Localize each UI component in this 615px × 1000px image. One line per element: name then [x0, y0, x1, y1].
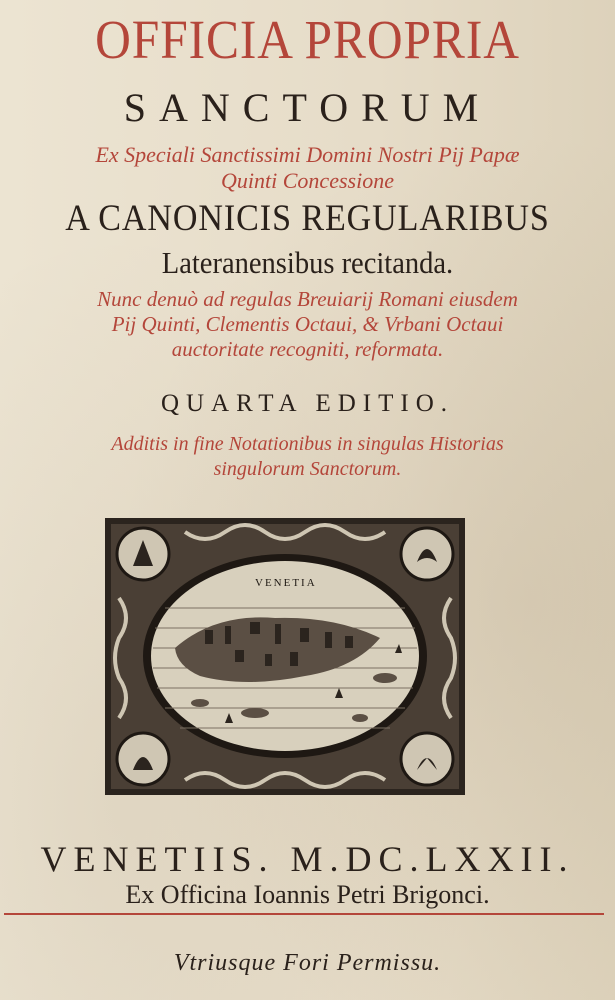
- imprint-place-date: VENETIIS. M.DC.LXXII.: [40, 839, 575, 879]
- imprint-printer: Ex Officina Ioannis Petri Brigonci.: [125, 880, 490, 909]
- concession-line-2: Quinti Concessione: [221, 168, 394, 193]
- additions-line-2: singulorum Sanctorum.: [213, 458, 402, 480]
- venice-map-woodcut-icon: [105, 518, 465, 795]
- revision-line-2: Pij Quinti, Clementis Octaui, & Vrbani Octaui: [111, 312, 504, 336]
- canons-heading: A CANONICIS REGULARIBUS: [65, 198, 550, 239]
- edition-line: QUARTA EDITIO.: [160, 390, 455, 417]
- book-subtitle: SANCTORUM: [123, 85, 492, 130]
- woodcut-caption: VENETIA: [255, 577, 317, 589]
- additions-line-1: Additis in fine Notationibus in singulas Historias: [111, 433, 504, 455]
- revision-line-3: auctoritate recogniti, reformata.: [171, 337, 444, 361]
- revision-line-1: Nunc denuò ad regulas Breuiarij Romani eiusdem: [97, 287, 518, 311]
- permission-line: Vtriusque Fori Permissu.: [173, 950, 442, 976]
- red-divider-rule: [4, 913, 604, 915]
- book-title: OFFICIA PROPRIA: [95, 9, 520, 70]
- lateran-line: Lateranensibus recitanda.: [161, 245, 454, 280]
- concession-line-1: Ex Speciali Sanctissimi Domini Nostri Pij Papæ: [95, 142, 520, 167]
